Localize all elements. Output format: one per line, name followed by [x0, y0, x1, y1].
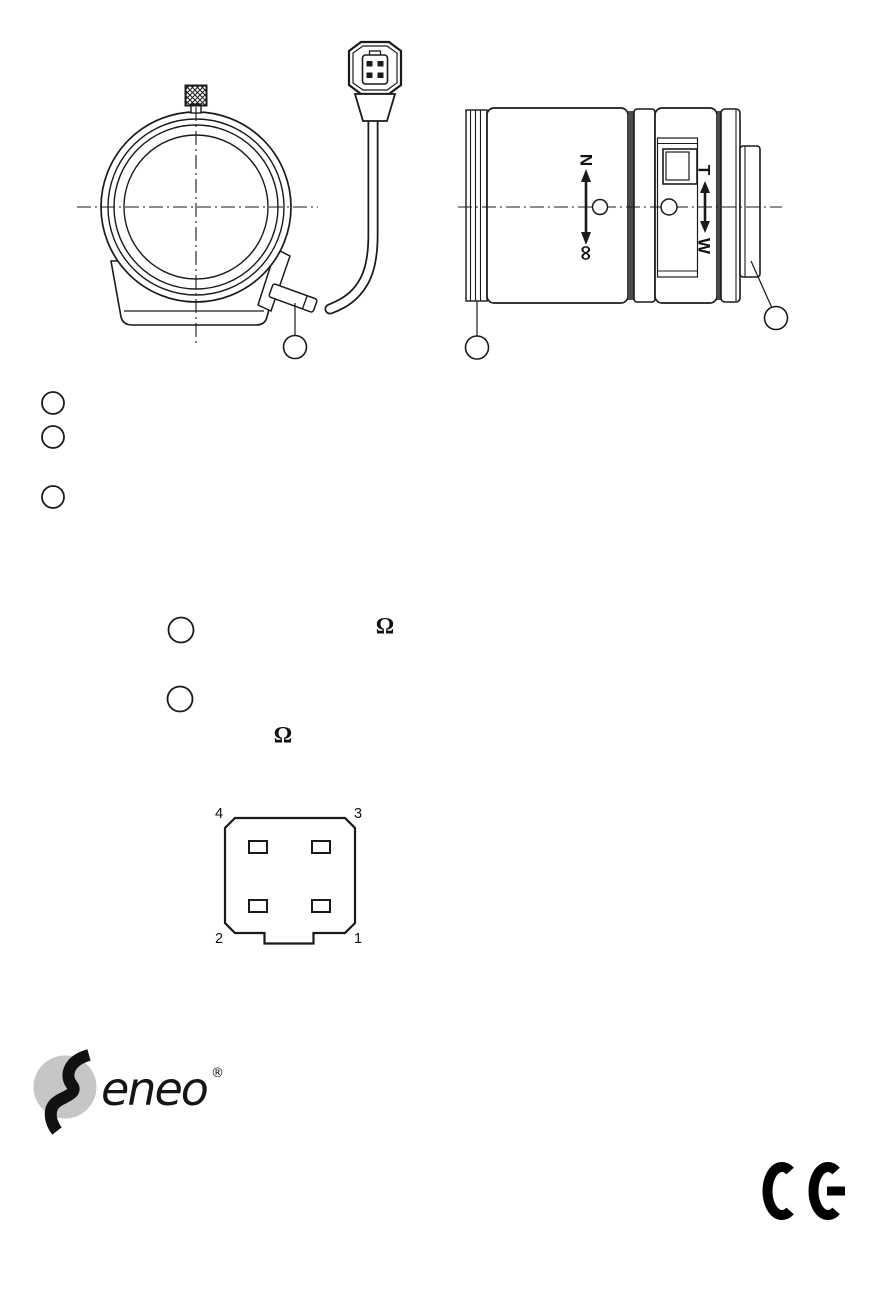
- eneo-logo-mark: [34, 1055, 97, 1131]
- zoom-screw: [661, 199, 677, 215]
- cable-plug: [349, 42, 401, 121]
- pin-label-3: 3: [353, 805, 363, 822]
- ohm-symbol-1: Ω: [375, 613, 395, 639]
- ohm-symbol-2: Ω: [273, 722, 293, 748]
- eneo-logo-text: eneo: [101, 1062, 207, 1116]
- note-circle-1: [169, 618, 194, 643]
- callout-circle: [765, 307, 788, 330]
- focus-near-label: N: [576, 153, 596, 167]
- ce-mark-icon: [767, 1167, 845, 1215]
- legend-circle-1: [42, 392, 64, 414]
- zoom-tele-label: T: [694, 164, 714, 176]
- logo-gray-circle: [34, 1056, 97, 1119]
- note-callouts: [168, 618, 194, 712]
- gland-callout: [284, 303, 307, 359]
- pin-label-4: 4: [214, 805, 224, 822]
- focus-screw: [593, 200, 608, 215]
- front-ring-callout: [466, 301, 489, 359]
- rear-ring: [721, 109, 740, 302]
- pinout-diagram: [225, 818, 355, 944]
- plug-neck: [355, 94, 395, 121]
- lens-front-view-drawing: [77, 42, 401, 359]
- registered-trademark-symbol: ®: [211, 1066, 224, 1081]
- cable-gland: [269, 283, 318, 312]
- callout-circle: [466, 336, 489, 359]
- cs-mount: [740, 146, 760, 277]
- callout-circle: [284, 336, 307, 359]
- front-rings: [466, 110, 487, 301]
- lens-side-view-drawing: [458, 108, 788, 359]
- separator-band-1: [628, 111, 634, 300]
- connector-outline: [225, 818, 355, 944]
- pin-label-1: 1: [353, 930, 363, 947]
- focus-infinity-label: ∞: [574, 244, 599, 262]
- mid-ring: [634, 109, 655, 302]
- note-circle-2: [168, 687, 193, 712]
- zoom-wide-label: W: [694, 237, 714, 255]
- legend-circle-3: [42, 486, 64, 508]
- switch-window: [663, 149, 697, 184]
- connector-cable: [330, 120, 373, 309]
- legend-circle-2: [42, 426, 64, 448]
- legend-callouts: [42, 392, 64, 508]
- pin-label-2: 2: [214, 930, 224, 947]
